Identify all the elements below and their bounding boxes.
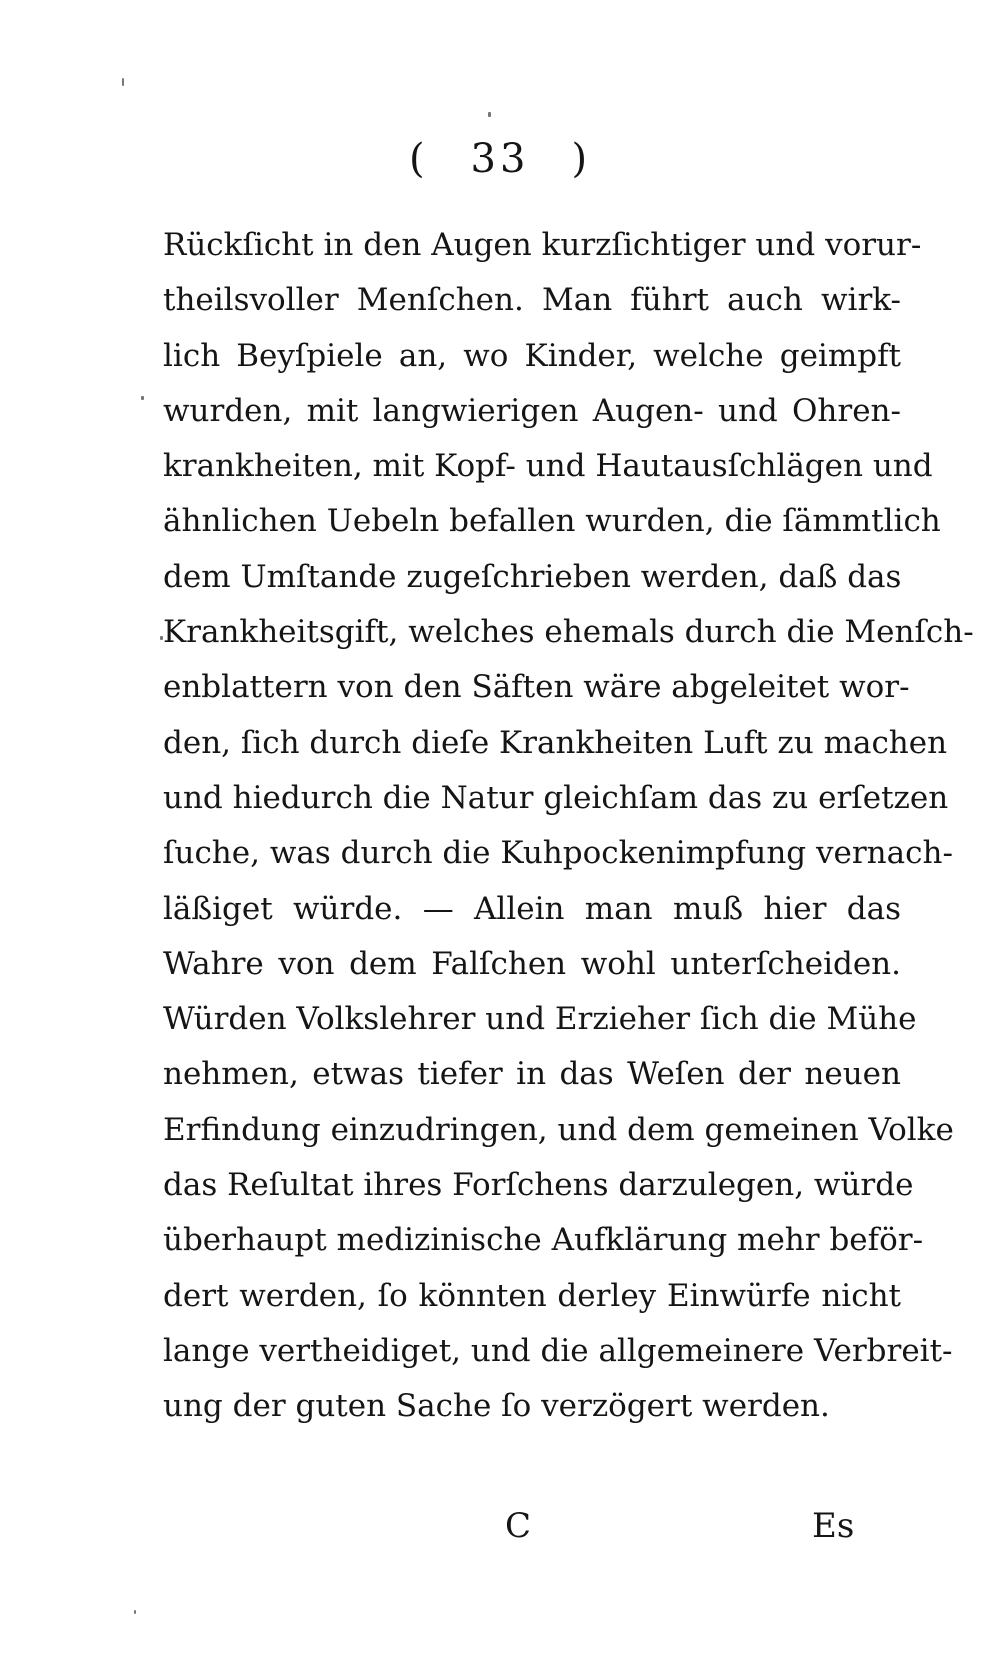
catchword: Es: [812, 1506, 855, 1546]
print-speck: [488, 112, 491, 117]
text-line: ähnlichen Uebeln befallen wurden, die ſämmtlich: [163, 503, 941, 540]
text-line: lange vertheidiget, und die allgemeinere Verbreit-: [163, 1332, 953, 1369]
print-speck: [122, 78, 124, 86]
text-line: dert werden, ſo könnten derley Einwürfe nicht: [163, 1277, 901, 1314]
page-number-open-paren: (: [408, 136, 429, 182]
text-line: enblattern von den Säften wäre abgeleitet wor-: [163, 669, 910, 706]
text-line: Rückſicht in den Augen kurzſichtiger und vorur-: [163, 227, 922, 263]
signature-mark: C: [505, 1506, 532, 1546]
page-footer: [0, 1506, 1000, 1566]
text-line: und hiedurch die Natur gleichſam das zu erſetzen: [163, 779, 949, 816]
text-line: läßiget würde. — Allein man muß hier das: [163, 890, 901, 927]
body-text: [163, 218, 974, 1435]
text-line: Krankheitsgift, welches ehemals durch die Menſch-: [163, 614, 974, 651]
text-line: nehmen, etwas tiefer in das Weſen der neuen: [163, 1056, 901, 1093]
text-line: ſuche, was durch die Kuhpockenimpfung vernach-: [163, 835, 953, 872]
text-line: den, ſich durch dieſe Krankheiten Luft zu machen: [163, 724, 948, 761]
text-line: überhaupt medizinische Aufklärung mehr beför-: [163, 1222, 924, 1259]
text-line: Erfindung einzudringen, und dem gemeinen Volke: [163, 1111, 954, 1148]
text-line: theilsvoller Menſchen. Man führt auch wirk-: [163, 282, 901, 319]
text-line: lich Beyſpiele an, wo Kinder, welche geimpft: [163, 337, 901, 374]
text-line: dem Umſtande zugeſchrieben werden, daß das: [163, 558, 902, 595]
print-speck: [141, 396, 144, 400]
print-speck: [134, 1610, 136, 1614]
page-number: 33: [470, 136, 530, 182]
text-line: wurden, mit langwierigen Augen- und Ohren-: [163, 392, 901, 429]
text-line: krankheiten, mit Kopf- und Hautausſchlägen und: [163, 448, 933, 485]
text-line: Wahre von dem Falſchen wohl unterſcheiden.: [163, 945, 901, 982]
text-line: Würden Volkslehrer und Erzieher ſich die Mühe: [163, 1001, 917, 1038]
page-number-header: [0, 136, 1000, 182]
text-line-last: ung der guten Sache ſo verzögert werden.: [163, 1388, 830, 1425]
text-line: das Reſultat ihres Forſchens darzulegen, würde: [163, 1167, 914, 1204]
page-number-close-paren: ): [571, 136, 592, 182]
